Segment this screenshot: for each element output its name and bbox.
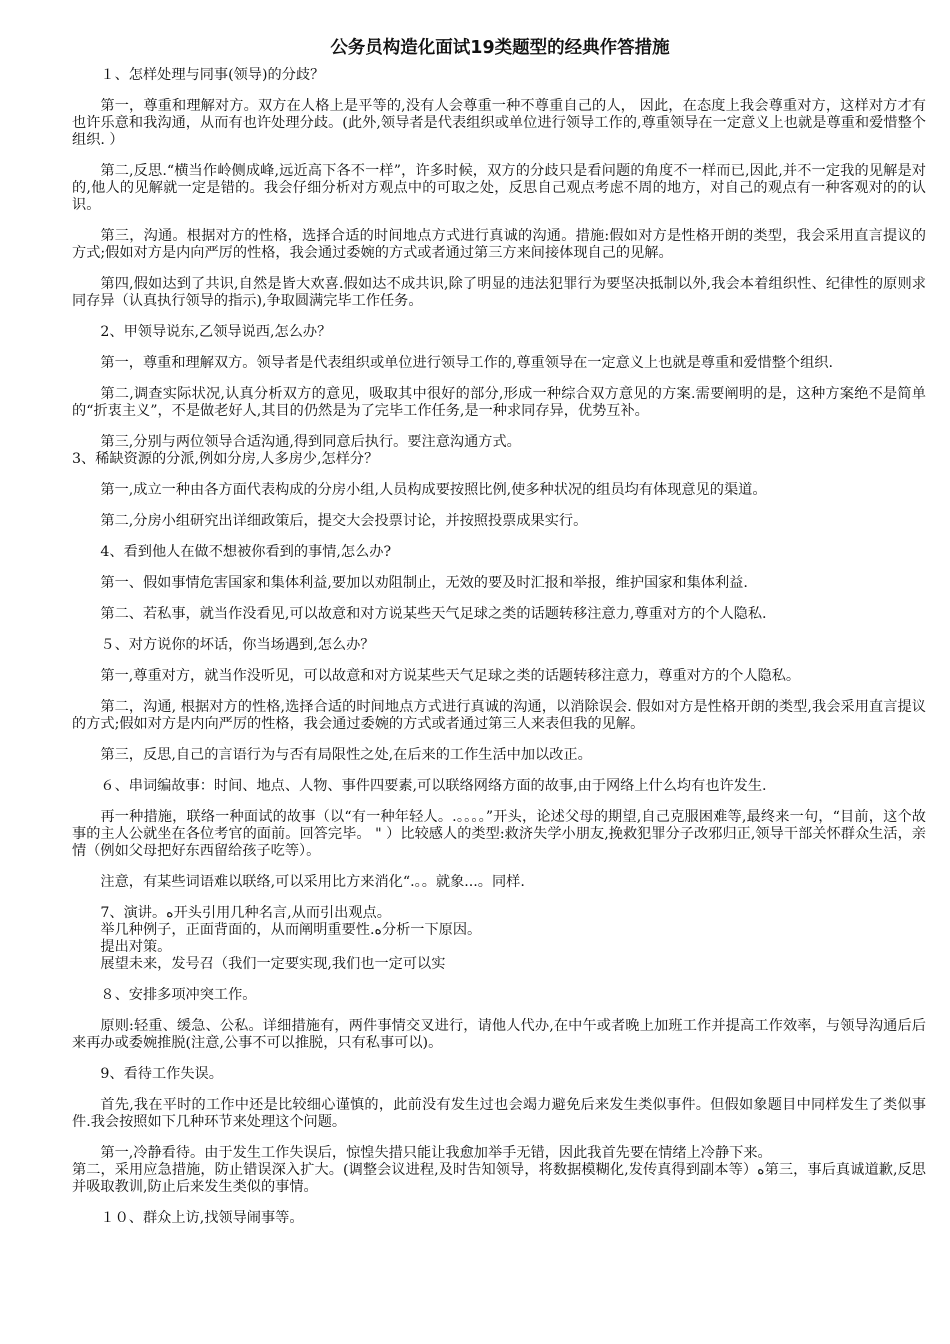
question-6-heading: ６、串词编故事：时间、地点、人物、事件四要素,可以联络网络方面的故事,由于网络上什么均有也许发生. (100, 778, 767, 794)
question-10-heading: １０、群众上访,找领导闹事等。 (100, 1210, 304, 1226)
q4-paragraph-2: 第二、若私事，就当作没看见,可以故意和对方说某些天气足球之类的话题转移注意力,尊重对方的个人隐私. (100, 606, 767, 622)
q3-paragraph-2: 第二,分房小组研究出详细政策后，提交大会投票讨论，并按照投票成果实行。 (100, 513, 588, 529)
q7-line-1: 举几种例子，正面背面的，从而阐明重要性.ﻩ分析一下原因。 (100, 922, 482, 938)
q9-paragraph-2b: 第二，采用应急措施，防止错误深入扩大。(调整会议进程,及时告知领导，将数据模糊化,发传真得到副本等）ﻩ第三，事后真诚道歉,反思并吸取教训,防止后来发生类似的事情。 (72, 1162, 926, 1195)
question-5-heading: ５、对方说你的坏话，你当场遇到,怎么办？ (100, 637, 375, 653)
document-title: 公务员构造化面试19类题型的经典作答措施 (330, 38, 670, 58)
q2-paragraph-2: 第二,调查实际状况,认真分析双方的意见，吸取其中很好的部分,形成一种综合双方意见的方案.需要阐明的是，这种方案绝不是简单的“折衷主义”，不是做老好人,其目的仍然是为了完毕工作任务,是一种求同存异，优势互补。 (72, 386, 926, 419)
q7-line-2: 提出对策。 (100, 939, 172, 955)
q2-paragraph-3: 第三,分别与两位领导合适沟通,得到同意后执行。要注意沟通方式。 (100, 434, 521, 450)
q9-paragraph-1: 首先,我在平时的工作中还是比较细心谨慎的，此前没有发生过也会竭力避免后来发生类似事件。但假如象题目中同样发生了类似事件.我会按照如下几种环节来处理这个问题。 (72, 1097, 926, 1130)
q8-paragraph-1: 原则:轻重、缓急、公私。详细措施有，两件事情交叉进行，请他人代办,在中午或者晚上加班工作并提高工作效率，与领导沟通后后来再办或委婉推脱(注意,公事不可以推脱，只有私事可以)。 (72, 1018, 926, 1051)
q5-paragraph-2: 第二，沟通, 根据对方的性格,选择合适的时间地点方式进行真诚的沟通，以消除误会. 假如对方是性格开朗的类型,我会采用直言提议的方式;假如对方是内向严厉的性格，我会通过委婉的方式或者通过第三人来表但我的见解。 (72, 699, 926, 732)
q7-line-3: 展望未来，发号召（我们一定要实现,我们也一定可以实 (100, 956, 446, 972)
q4-paragraph-1: 第一、假如事情危害国家和集体利益,要加以劝阻制止，无效的要及时汇报和举报，维护国家和集体利益. (100, 575, 748, 591)
question-2-heading: 2、甲领导说东,乙领导说西,怎么办？ (100, 324, 332, 340)
question-7-heading: 7、演讲。ﻩ开头引用几种名言,从而引出观点。 (100, 905, 391, 921)
q5-paragraph-1: 第一,尊重对方，就当作没听见，可以故意和对方说某些天气足球之类的话题转移注意力，尊重对方的个人隐私。 (100, 668, 801, 684)
question-8-heading: ８、安排多项冲突工作。 (100, 987, 257, 1003)
q3-paragraph-1: 第一,成立一种由各方面代表构成的分房小组,人员构成要按照比例,使多种状况的组员均有体现意见的渠道。 (100, 482, 767, 498)
q1-paragraph-4: 第四,假如达到了共识,自然是皆大欢喜.假如达不成共识,除了明显的违法犯罪行为要坚决抵制以外,我会本着组织性、纪律性的原则求同存异（认真执行领导的指示),争取圆满完毕工作任务。 (72, 276, 926, 309)
q2-paragraph-1: 第一，尊重和理解双方。领导者是代表组织或单位进行领导工作的,尊重领导在一定意义上也就是尊重和爱惜整个组织. (100, 355, 833, 371)
q1-paragraph-3: 第三，沟通。根据对方的性格，选择合适的时间地点方式进行真诚的沟通。措施:假如对方是性格开朗的类型，我会采用直言提议的方式;假如对方是内向严厉的性格，我会通过委婉的方式或者通过第三方来间接体现自己的见解。 (72, 228, 926, 261)
q5-paragraph-3: 第三，反思,自己的言语行为与否有局限性之处,在后来的工作生活中加以改正。 (100, 747, 592, 763)
question-1-heading: １、怎样处理与同事(领导)的分歧？ (100, 67, 325, 83)
q9-paragraph-2a: 第一,冷静看待。由于发生工作失误后，惊惶失措只能让我愈加举手无错，因此我首先要在情绪上冷静下来。 (100, 1145, 772, 1161)
q1-paragraph-1: 第一，尊重和理解对方。双方在人格上是平等的,没有人会尊重一种不尊重自己的人， 因此，在态度上我会尊重对方，这样对方才有也许乐意和我沟通，从而有也许处理分歧。(此外,领导者是代表组织或单位进行领导工作的,尊重领导在一定意义上也就是尊重和爱惜整个组织. ） (72, 98, 926, 148)
q6-paragraph-2: 注意，有某些词语难以联络,可以采用比方来消化“.。。就象...。同样. (100, 874, 525, 890)
q9-steps-block (72, 1145, 926, 1196)
question-7-block (72, 905, 926, 973)
question-3-heading: 3、稀缺资源的分派,例如分房,人多房少,怎样分？ (72, 451, 379, 467)
question-9-heading: 9、看待工作失误。 (100, 1066, 223, 1082)
q1-paragraph-2: 第二,反思.“横当作岭侧成峰,远近高下各不一样”，许多时候，双方的分歧只是看问题的角度不一样而已,因此,并不一定我的见解是对的,他人的见解就一定是错的。我会仔细分析对方观点中的可取之处，反思自己观点考虑不周的地方，对自己的观点有一种客观对的的认识。 (72, 163, 926, 213)
question-4-heading: 4、看到他人在做不想被你看到的事情,怎么办? (100, 544, 392, 560)
q6-paragraph-1: 再一种措施，联络一种面试的故事（以“有一种年轻人。.。。。。”开头，论述父母的期望,自己克服困难等,最终来一句，“目前，这个故事的主人公就坐在各位考官的面前。回答完毕。 " ）比较感人的类型:救济失学小朋友,挽救犯罪分子改邪归正,领导干部关怀群众生活，亲情（例如父母把好东西留给孩子吃等）。 (72, 809, 926, 859)
